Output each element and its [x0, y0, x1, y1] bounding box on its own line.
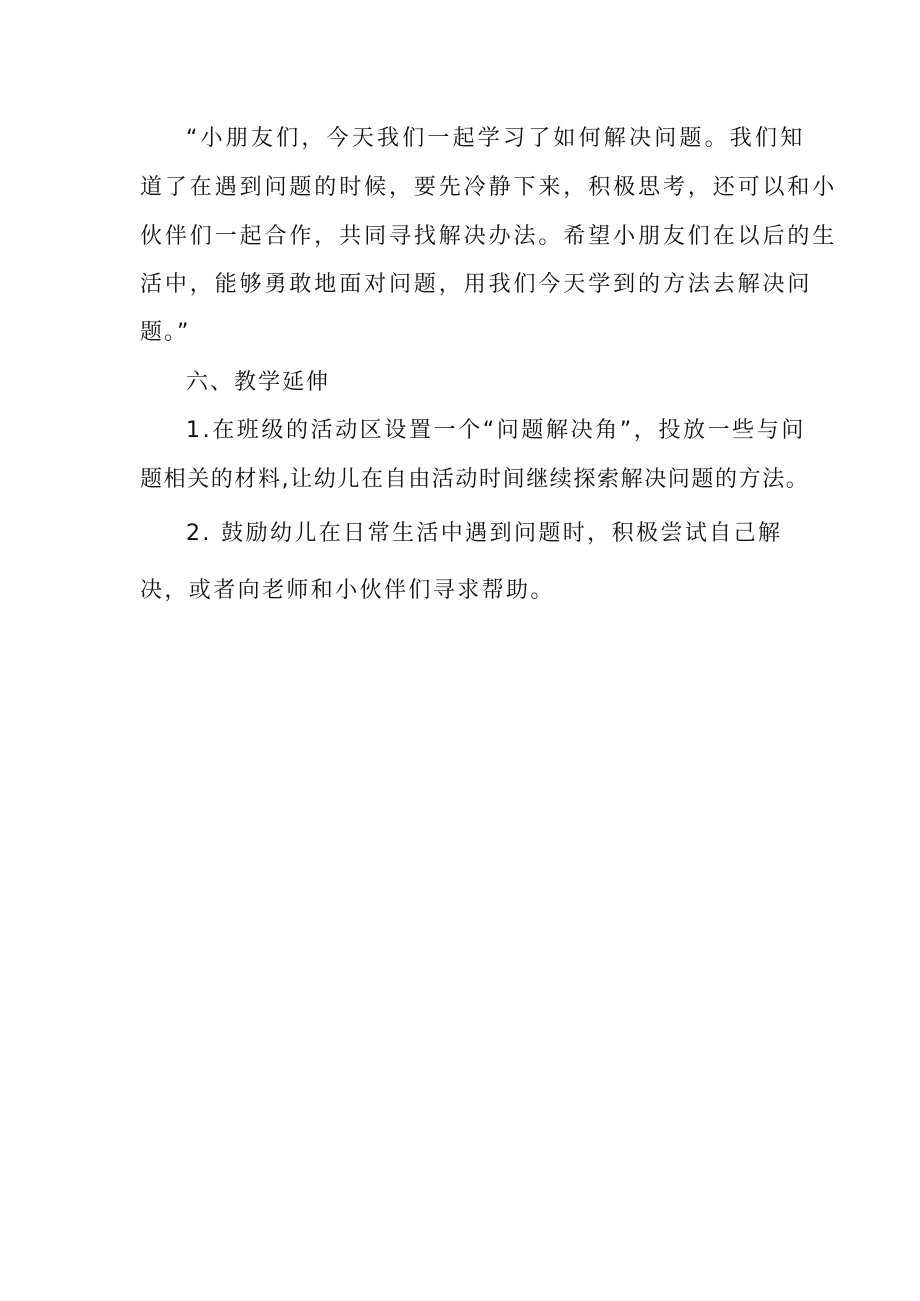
list-item-line: 2. 鼓励幼儿在日常生活中遇到问题时，积极尝试自己解 [186, 521, 783, 546]
paragraph-line: 活中，能够勇敢地面对问题，用我们今天学到的方法去解决问 [140, 272, 813, 297]
list-item-line: 决，或者向老师和小伙伴们寻求帮助。 [140, 578, 555, 603]
paragraph-line: 道了在遇到问题的时候，要先冷静下来，积极思考，还可以和小 [140, 175, 838, 200]
paragraph-line: 伙伴们一起合作，共同寻找解决办法。希望小朋友们在以后的生 [140, 224, 838, 249]
section-heading: 六、教学延伸 [186, 370, 331, 395]
list-item-line: 1.在班级的活动区设置一个“问题解决角”，投放一些与问 [186, 418, 806, 443]
list-item-line: 题相关的材料,让幼儿在自由活动时间继续探索解决问题的方法。 [140, 467, 810, 492]
paragraph-line: “小朋友们，今天我们一起学习了如何解决问题。我们知 [186, 126, 806, 151]
paragraph-line: 题。” [140, 320, 191, 345]
